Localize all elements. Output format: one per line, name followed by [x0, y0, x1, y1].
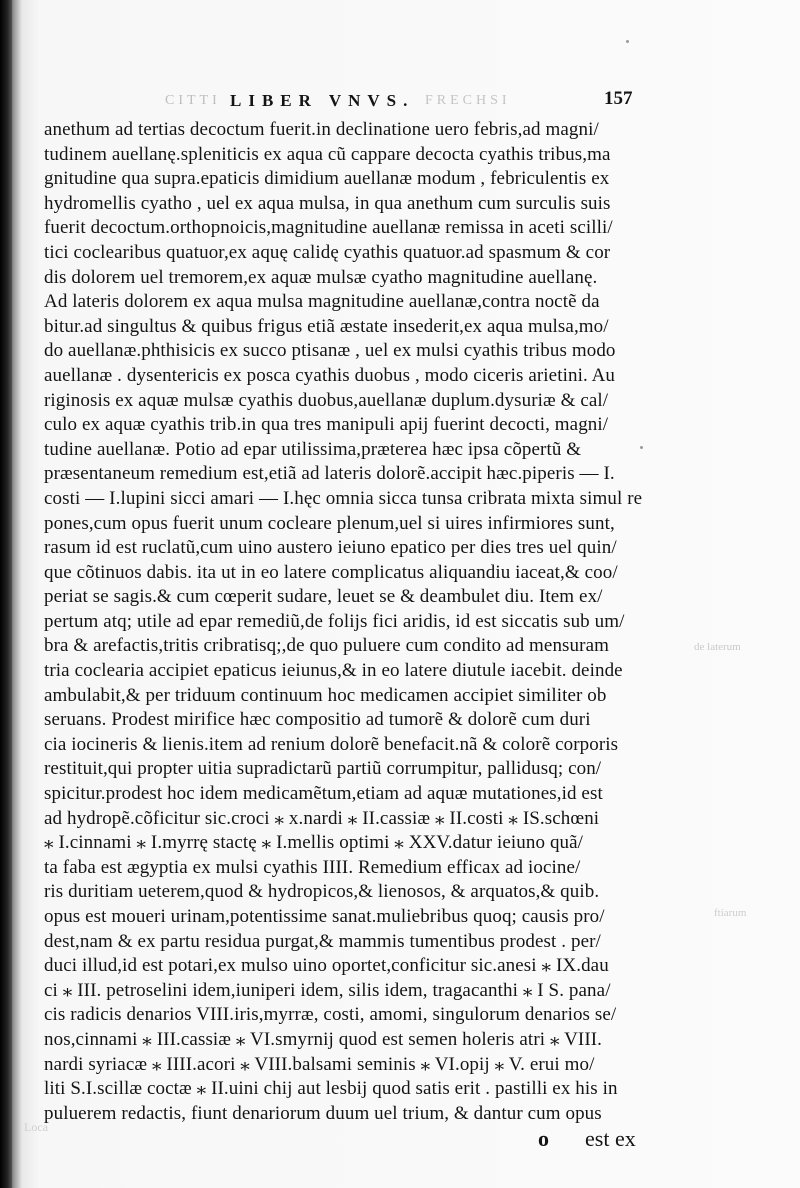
running-head: LIBER VNVS. — [230, 91, 415, 110]
bleed-through-note: de laterum — [694, 641, 741, 653]
text-line: spicitur.prodest hoc idem medicamẽtum,etiam ad aquæ mutationes,id est — [44, 783, 603, 805]
text-line: gnitudine qua supra.epaticis dimidium auellanæ modum , febriculentis ex — [44, 168, 610, 190]
catchword: est ex — [585, 1126, 636, 1151]
text-line: cia iocineris & lienis.item ad renium dolorẽ benefacit.nã & colorẽ corporis — [44, 733, 619, 755]
text-line: tudine auellanæ. Potio ad epar utilissima,præterea hæc ipsa cõpertũ & — [44, 438, 582, 460]
text-line: hydromellis cyatho , uel ex aqua mulsa, in qua anethum cum surculis suis — [44, 192, 611, 214]
text-line: dest,nam & ex partu residua purgat,& mammis tumentibus prodest . per/ — [44, 930, 601, 952]
bleed-through-header-left: CITTI — [165, 93, 221, 108]
text-line: liti S.I.scillæ coctæ ⁎ II.uini chij aut lesbij quod satis erit . pastilli ex his in — [44, 1078, 618, 1100]
text-line: ad hydropẽ.cõficitur sic.croci ⁎ x.nardi ⁎ II.cassiæ ⁎ II.costi ⁎ IS.schœni — [44, 807, 600, 829]
text-line: tudinem auellanę.spleniticis ex aqua cũ cappare decocta cyathis tribus,ma — [44, 143, 611, 165]
text-line: auellanæ . dysentericis ex posca cyathis duobus , modo ciceris arietini. Au — [44, 364, 616, 386]
text-line: fuerit decoctum.orthopnoicis,magnitudine auellanæ remissa in aceti scilli/ — [44, 217, 613, 239]
text-line: ris duritiam ueterem,quod & hydropicos,& lienosos, & arquatos,& quib. — [44, 881, 600, 903]
text-line: restituit,qui propter uitia supradictarũ partiũ corrumpitur, pallidusq; con/ — [44, 758, 602, 780]
text-line: nos,cinnami ⁎ III.cassiæ ⁎ VI.smyrnij quod est semen holeris atri ⁎ VIII. — [44, 1028, 603, 1050]
text-line: culo ex aquæ cyathis trib.in qua tres manipuli apij fuerint decocti, magni/ — [44, 414, 609, 436]
text-line: bra & arefactis,tritis cribratisq;,de quo puluere cum condito ad mensuram — [44, 635, 609, 657]
body-text — [44, 118, 664, 1126]
signature-mark: o — [538, 1126, 549, 1151]
text-line: seruans. Prodest mirifice hæc compositio ad tumorẽ & dolorẽ cum duri — [44, 709, 591, 731]
text-line: Ad lateris dolorem ex aqua mulsa magnitudine auellanæ,contra noctẽ da — [44, 291, 600, 313]
text-line: dis dolorem uel tremorem,ex aquæ mulsæ cyatho magnitudine auellanę. — [44, 266, 598, 288]
text-line: duci illud,id est potari,ex mulso uino oportet,conficitur sic.anesi ⁎ IX.dau — [44, 955, 609, 977]
text-line: pertum atq; utile ad epar remediũ,de folijs fici aridis, id est siccatis sub um/ — [44, 610, 625, 632]
text-line: opus est moueri urinam,potentissime sanat.muliebribus quoq; causis pro/ — [44, 906, 605, 927]
paper-speck — [626, 40, 629, 43]
text-line: ci ⁎ III. petroselini idem,iuniperi idem, silis idem, tragacanthi ⁎ I S. pana/ — [44, 979, 611, 1001]
page-number: 157 — [604, 88, 633, 109]
text-line: nardi syriacæ ⁎ IIII.acori ⁎ VIII.balsami seminis ⁎ VI.opij ⁎ V. erui mo/ — [44, 1053, 595, 1075]
bleed-through-header-right: FRECHSI — [425, 93, 511, 108]
bleed-through-note: ftiarum — [714, 907, 747, 919]
text-line: bitur.ad singultus & quibus frigus etiã æstate insederit,ex aqua mulsa,mo/ — [44, 315, 609, 337]
text-line: tria coclearia accipiet epaticus ieiunus,& in eo latere diutule iacebit. deinde — [44, 660, 623, 682]
text-line: riginosis ex aquæ mulsæ cyathis duobus,auellanæ duplum.dysuriæ & cal/ — [44, 389, 609, 411]
text-line: do auellanæ.phthisicis ex succo ptisanæ , uel ex mulsi cyathis tribus modo — [44, 340, 616, 362]
text-line: rasum id est ruclatũ,cum uino austero ieiuno epatico per dies tres uel quin/ — [44, 537, 617, 559]
text-line: ambulabit,& per triduum continuum hoc medicamen accipiet similiter ob — [44, 684, 607, 706]
text-line: pones,cum opus fuerit unum cocleare plenum,uel si uires infirmiores sunt, — [44, 512, 615, 534]
paper-speck — [640, 446, 643, 449]
bleed-through-note: Loca — [24, 1120, 48, 1134]
text-line: ta faba est ægyptia ex mulsi cyathis IIII. Remedium efficax ad iocine/ — [44, 856, 581, 878]
text-line: anethum ad tertias decoctum fuerit.in declinatione uero febris,ad magni/ — [44, 119, 599, 140]
text-line: que cõtinuos dabis. ita ut in eo latere complicatus aliquandiu iaceat,& coo/ — [44, 561, 618, 583]
book-spine-shadow — [0, 0, 12, 1188]
text-line: costi — I.lupini sicci amari — I.hęc omnia sicca tunsa cribrata mixta simul re — [44, 487, 643, 509]
text-line: periat se sagis.& cum cœperit sudare, leuet se & deambulet diu. Item ex/ — [44, 586, 603, 608]
text-line: ⁎ I.cinnami ⁎ I.myrrę stactę ⁎ I.mellis optimi ⁎ XXV.datur ieiuno quã/ — [44, 832, 584, 854]
text-line: præsentaneum remedium est,etiã ad lateris dolorẽ.accipit hæc.piperis — I. — [44, 463, 615, 485]
text-line: puluerem redactis, fiunt denariorum duum uel trium, & dantur cum opus — [44, 1102, 602, 1124]
text-line: cis radicis denarios VIII.iris,myrræ, costi, amomi, singulorum denarios se/ — [44, 1004, 617, 1026]
text-line: tici coclearibus quatuor,ex aquę calidę cyathis quatuor.ad spasmum & cor — [44, 241, 611, 263]
